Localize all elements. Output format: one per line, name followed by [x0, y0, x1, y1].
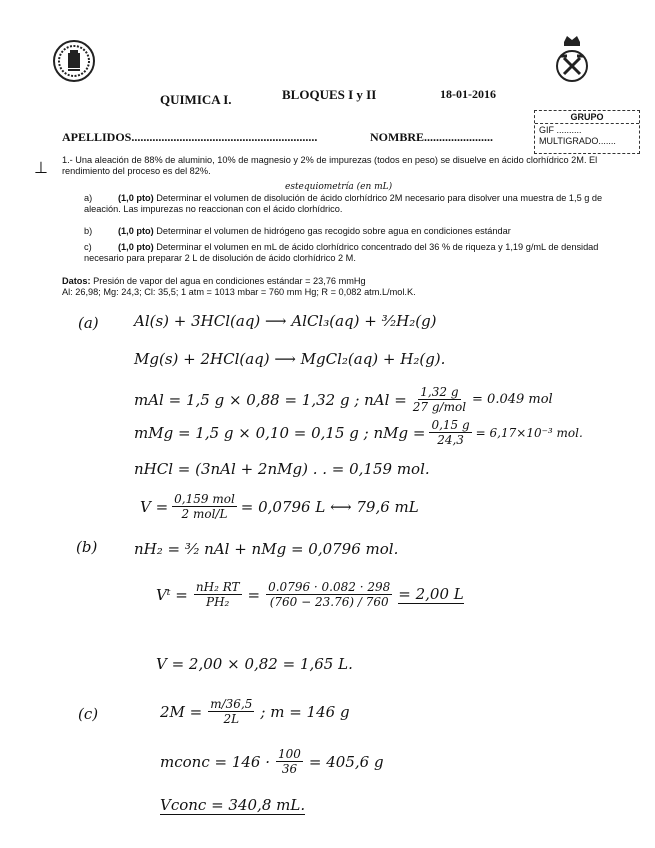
conc-mass-row: [160, 747, 384, 776]
exam-date: 18-01-2016: [440, 87, 496, 101]
part-c-letter: c): [84, 242, 92, 252]
group-box: [534, 110, 640, 154]
question-annotation: estequiometría (en mL): [285, 182, 393, 192]
university-seal-icon: [57, 44, 91, 78]
group-gif-label: GIF: [539, 125, 554, 135]
part-a-points: (1,0 pto): [118, 193, 154, 203]
mining-school-crest: [550, 32, 594, 86]
conc-volume-text: Vconc = 340,8 mL.: [160, 796, 306, 814]
conc-mass-den: 36: [281, 762, 298, 776]
volume-hcl-lhs: V =: [140, 497, 169, 516]
moles-mg-fraction: [429, 418, 471, 447]
label-c: (c): [78, 705, 99, 723]
conc-mass-num: 100: [278, 747, 301, 761]
part-a: [84, 193, 604, 215]
part-a-text: Determinar el volumen de disolución de ácido clorhídrico 2M necesario para disolver una muestra de 1,5 g de aleación. Las impurezas no reaccionan con el ácido clorhídrico.: [84, 193, 603, 214]
part-b-letter: b): [84, 226, 93, 236]
conc-volume: [160, 796, 305, 814]
data-line-1: Presión de vapor del agua en condiciones estándar = 23,76 mmHg: [93, 276, 366, 286]
group-multigrado-row: MULTIGRADO.......: [539, 136, 616, 146]
ideal-gas-lhs: Vᵗ =: [156, 585, 188, 604]
crown-hammers-icon: [550, 32, 594, 86]
molarity-fraction: [208, 697, 254, 726]
part-c-points: (1,0 pto): [118, 242, 154, 252]
molarity-row: [160, 697, 350, 726]
nombre-field: NOMBRE.......................: [370, 130, 493, 144]
molarity-result: ; m = 146 g: [260, 702, 350, 721]
volume-hcl-fraction: [172, 492, 237, 521]
conc-mass-fraction: [276, 747, 303, 776]
moles-mg-row: [134, 418, 583, 447]
group-multigrado-label: MULTIGRADO: [539, 136, 599, 146]
ideal-gas-num-2: 0.0796 · 0.082 · 298: [268, 580, 391, 594]
molarity-lhs: 2M =: [160, 702, 203, 721]
ideal-gas-eq: =: [247, 585, 261, 604]
volume-h2-final-text: V = 2,00 × 0,82 = 1,65 L.: [156, 655, 353, 673]
margin-mark: ⊥: [34, 160, 48, 177]
group-gif-row: GIF ..........: [539, 125, 582, 135]
ideal-gas-result: = 2,00 L: [398, 585, 464, 603]
part-b-text: Determinar el volumen de hidrógeno gas recogido sobre agua en condiciones estándar: [156, 226, 511, 236]
moles-mg-num: 0,15 g: [431, 418, 470, 432]
conc-mass-result: = 405,6 g: [308, 752, 384, 771]
ideal-gas-num-1: nH₂ RT: [195, 580, 240, 594]
moles-mg-den: 24,3: [437, 433, 464, 447]
equation-mg: Mg(s) + 2HCl(aq) ⟶ MgCl₂(aq) + H₂(g).: [134, 350, 446, 368]
question-intro: 1.- Una aleación de 88% de aluminio, 10% de magnesio y 2% de impurezas (todos en peso) se disuelve en ácido clorhídrico 2M. El rendimiento del proceso es del 82%.: [62, 155, 598, 176]
data-line-2: Al: 26,98; Mg: 24,3; Cl: 35,5; 1 atm = 1013 mbar = 760 mm Hg; R = 0,082 atm.L/mol.K.: [62, 287, 416, 297]
volume-h2-final: [156, 655, 353, 673]
data-label: Datos:: [62, 276, 91, 286]
conc-mass-lhs: mconc = 146 ·: [160, 752, 270, 771]
moles-al-num: 1,32 g: [420, 385, 459, 399]
data-section: [62, 276, 622, 298]
molarity-num: m/36,5: [210, 697, 253, 711]
university-seal: [53, 40, 95, 82]
volume-hcl-num: 0,159 mol: [174, 492, 235, 506]
label-a: (a): [78, 314, 99, 332]
moles-al-fraction: [411, 385, 468, 414]
part-b-points: (1,0 pto): [118, 226, 154, 236]
moles-mg-text: mMg = 1,5 g × 0,10 = 0,15 g ; nMg =: [134, 423, 426, 442]
moles-al-den: 27 g/mol: [412, 400, 467, 414]
part-a-letter: a): [84, 193, 93, 203]
equation-al: Al(s) + 3HCl(aq) ⟶ AlCl₃(aq) + ³⁄₂H₂(g): [134, 312, 437, 330]
moles-al-text: mAl = 1,5 g × 0,88 = 1,32 g ; nAl =: [134, 390, 407, 409]
blocks-title: BLOQUES I y II: [282, 87, 377, 102]
moles-al-result: = 0.049 mol: [472, 392, 553, 407]
ideal-gas-den-2: (760 − 23.76) / 760: [269, 595, 389, 609]
volume-hcl-result: = 0,0796 L ⟷ 79,6 mL: [240, 497, 419, 516]
part-c-text: Determinar el volumen en mL de ácido clorhídrico concentrado del 36 % de riqueza y 1,19 g/mL de densidad necesario para preparar 2 L de disolución de ácido clorhídrico 2 M.: [84, 242, 599, 263]
label-b: (b): [76, 538, 98, 556]
course-title: QUIMICA I.: [160, 92, 232, 107]
volume-hcl-row: [140, 492, 419, 521]
moles-h2: nH₂ = ³⁄₂ nAl + nMg = 0,0796 mol.: [134, 540, 399, 558]
moles-al-row: [134, 385, 553, 414]
part-c: [84, 242, 604, 264]
apellidos-field: APELLIDOS..............................................................: [62, 130, 318, 144]
volume-hcl-den: 2 mol/L: [181, 507, 228, 521]
group-title: GRUPO: [535, 111, 639, 124]
moles-mg-result: = 6,17×10⁻³ mol.: [475, 425, 583, 440]
molarity-den: 2L: [223, 712, 240, 726]
ideal-gas-row: [156, 580, 464, 609]
ideal-gas-den-1: PH₂: [206, 595, 230, 609]
ideal-gas-fraction-numeric: [266, 580, 392, 609]
part-b: [84, 226, 604, 237]
ideal-gas-fraction-symbolic: [194, 580, 242, 609]
moles-hcl: nHCl = (3nAl + 2nMg) . . = 0,159 mol.: [134, 460, 430, 478]
